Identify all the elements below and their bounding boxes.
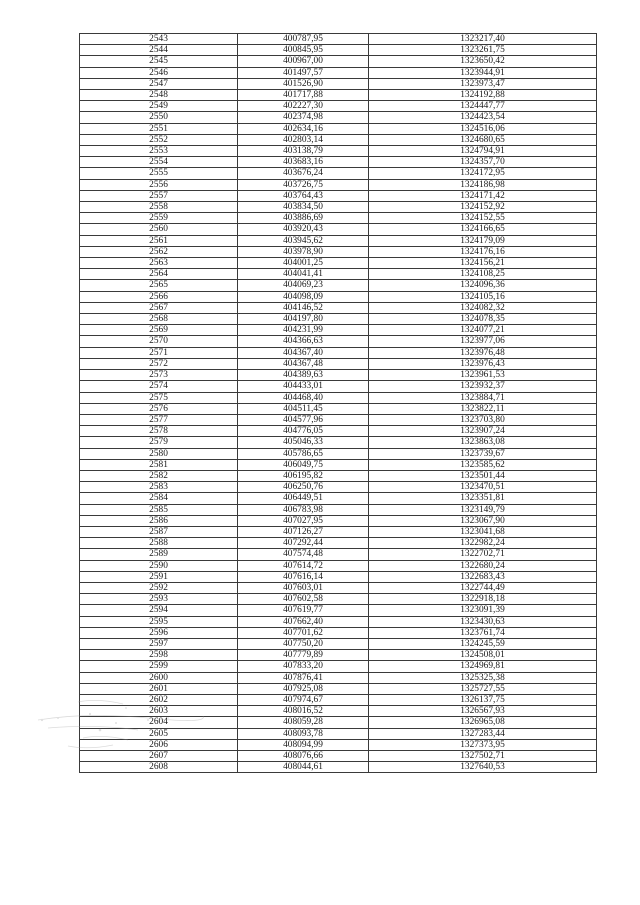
y-coordinate-cell: 1324152,55: [369, 213, 597, 224]
y-coordinate-cell: 1324192,88: [369, 90, 597, 101]
table-row: [80, 314, 597, 325]
point-number-cell: 2584: [80, 493, 238, 504]
x-coordinate-cell: 403834,50: [238, 202, 369, 213]
x-coordinate-cell: 400845,95: [238, 45, 369, 56]
y-coordinate-cell: 1324156,21: [369, 258, 597, 269]
y-coordinate-cell: 1323217,40: [369, 34, 597, 45]
point-number-cell: 2556: [80, 179, 238, 190]
table-row: [80, 112, 597, 123]
table-row: [80, 482, 597, 493]
x-coordinate-cell: 404366,63: [238, 336, 369, 347]
y-coordinate-cell: 1324166,65: [369, 224, 597, 235]
table-row: [80, 347, 597, 358]
point-number-cell: 2583: [80, 482, 238, 493]
point-number-cell: 2545: [80, 56, 238, 67]
y-coordinate-cell: 1324186,98: [369, 179, 597, 190]
y-coordinate-cell: 1324105,16: [369, 291, 597, 302]
point-number-cell: 2595: [80, 616, 238, 627]
y-coordinate-cell: 1324179,09: [369, 235, 597, 246]
point-number-cell: 2582: [80, 470, 238, 481]
x-coordinate-cell: 408094,99: [238, 739, 369, 750]
faded-stamp-icon: [28, 690, 208, 760]
table-row: [80, 134, 597, 145]
table-row: [80, 190, 597, 201]
table-row: [80, 146, 597, 157]
point-number-cell: 2587: [80, 526, 238, 537]
y-coordinate-cell: 1323430,63: [369, 616, 597, 627]
table-row: [80, 45, 597, 56]
x-coordinate-cell: 408044,61: [238, 762, 369, 773]
x-coordinate-cell: 403978,90: [238, 246, 369, 257]
x-coordinate-cell: 407833,20: [238, 661, 369, 672]
point-number-cell: 2599: [80, 661, 238, 672]
x-coordinate-cell: 407574,48: [238, 549, 369, 560]
table-row: [80, 370, 597, 381]
table-row: [80, 638, 597, 649]
x-coordinate-cell: 403676,24: [238, 168, 369, 179]
point-number-cell: 2569: [80, 325, 238, 336]
table-row: [80, 235, 597, 246]
point-number-cell: 2544: [80, 45, 238, 56]
table-row: [80, 157, 597, 168]
x-coordinate-cell: 407126,27: [238, 526, 369, 537]
x-coordinate-cell: 403945,62: [238, 235, 369, 246]
point-number-cell: 2589: [80, 549, 238, 560]
y-coordinate-cell: 1323041,68: [369, 526, 597, 537]
table-row: [80, 594, 597, 605]
y-coordinate-cell: 1323470,51: [369, 482, 597, 493]
x-coordinate-cell: 407701,62: [238, 627, 369, 638]
y-coordinate-cell: 1324171,42: [369, 190, 597, 201]
y-coordinate-cell: 1323822,11: [369, 403, 597, 414]
x-coordinate-cell: 403764,43: [238, 190, 369, 201]
y-coordinate-cell: 1325325,38: [369, 672, 597, 683]
point-number-cell: 2551: [80, 123, 238, 134]
table-row: [80, 437, 597, 448]
y-coordinate-cell: 1323091,39: [369, 605, 597, 616]
x-coordinate-cell: 407779,89: [238, 650, 369, 661]
point-number-cell: 2563: [80, 258, 238, 269]
point-number-cell: 2557: [80, 190, 238, 201]
y-coordinate-cell: 1324082,32: [369, 302, 597, 313]
y-coordinate-cell: 1324077,21: [369, 325, 597, 336]
point-number-cell: 2601: [80, 683, 238, 694]
x-coordinate-cell: 407619,77: [238, 605, 369, 616]
point-number-cell: 2546: [80, 67, 238, 78]
y-coordinate-cell: 1323961,53: [369, 370, 597, 381]
point-number-cell: 2577: [80, 414, 238, 425]
table-row: [80, 538, 597, 549]
point-number-cell: 2576: [80, 403, 238, 414]
table-row: [80, 426, 597, 437]
point-number-cell: 2586: [80, 515, 238, 526]
y-coordinate-cell: 1323351,81: [369, 493, 597, 504]
x-coordinate-cell: 407602,58: [238, 594, 369, 605]
x-coordinate-cell: 406195,82: [238, 470, 369, 481]
x-coordinate-cell: 404197,80: [238, 314, 369, 325]
y-coordinate-cell: 1323973,47: [369, 78, 597, 89]
x-coordinate-cell: 407750,20: [238, 638, 369, 649]
x-coordinate-cell: 404367,40: [238, 347, 369, 358]
table-row: [80, 336, 597, 347]
table-row: [80, 224, 597, 235]
x-coordinate-cell: 401526,90: [238, 78, 369, 89]
point-number-cell: 2548: [80, 90, 238, 101]
y-coordinate-cell: 1323932,37: [369, 381, 597, 392]
y-coordinate-cell: 1322744,49: [369, 582, 597, 593]
y-coordinate-cell: 1324152,92: [369, 202, 597, 213]
x-coordinate-cell: 403683,16: [238, 157, 369, 168]
x-coordinate-cell: 407876,41: [238, 672, 369, 683]
x-coordinate-cell: 405786,65: [238, 448, 369, 459]
table-row: [80, 269, 597, 280]
table-row: [80, 381, 597, 392]
point-number-cell: 2574: [80, 381, 238, 392]
point-number-cell: 2568: [80, 314, 238, 325]
x-coordinate-cell: 400967,00: [238, 56, 369, 67]
point-number-cell: 2552: [80, 134, 238, 145]
table-row: [80, 123, 597, 134]
table-row: [80, 213, 597, 224]
x-coordinate-cell: 407616,14: [238, 571, 369, 582]
y-coordinate-cell: 1322702,71: [369, 549, 597, 560]
x-coordinate-cell: 406449,51: [238, 493, 369, 504]
x-coordinate-cell: 402374,98: [238, 112, 369, 123]
y-coordinate-cell: 1327283,44: [369, 728, 597, 739]
point-number-cell: 2564: [80, 269, 238, 280]
table-row: [80, 56, 597, 67]
point-number-cell: 2607: [80, 751, 238, 762]
y-coordinate-cell: 1322982,24: [369, 538, 597, 549]
y-coordinate-cell: 1322683,43: [369, 571, 597, 582]
x-coordinate-cell: 404367,48: [238, 358, 369, 369]
y-coordinate-cell: 1323650,42: [369, 56, 597, 67]
table-row: [80, 762, 597, 773]
point-number-cell: 2567: [80, 302, 238, 313]
table-row: [80, 459, 597, 470]
y-coordinate-cell: 1324794,91: [369, 146, 597, 157]
point-number-cell: 2570: [80, 336, 238, 347]
y-coordinate-cell: 1323761,74: [369, 627, 597, 638]
x-coordinate-cell: 406783,98: [238, 504, 369, 515]
x-coordinate-cell: 406250,76: [238, 482, 369, 493]
table-row: [80, 448, 597, 459]
table-row: [80, 67, 597, 78]
point-number-cell: 2598: [80, 650, 238, 661]
x-coordinate-cell: 407925,08: [238, 683, 369, 694]
table-row: [80, 280, 597, 291]
x-coordinate-cell: 402634,16: [238, 123, 369, 134]
y-coordinate-cell: 1323149,79: [369, 504, 597, 515]
x-coordinate-cell: 408076,66: [238, 751, 369, 762]
point-number-cell: 2558: [80, 202, 238, 213]
table-row: [80, 493, 597, 504]
y-coordinate-cell: 1323261,75: [369, 45, 597, 56]
table-row: [80, 414, 597, 425]
point-number-cell: 2604: [80, 717, 238, 728]
point-number-cell: 2550: [80, 112, 238, 123]
table-row: [80, 302, 597, 313]
y-coordinate-cell: 1323944,91: [369, 67, 597, 78]
point-number-cell: 2585: [80, 504, 238, 515]
x-coordinate-cell: 402803,14: [238, 134, 369, 145]
point-number-cell: 2571: [80, 347, 238, 358]
table-row: [80, 78, 597, 89]
x-coordinate-cell: 401497,57: [238, 67, 369, 78]
table-row: [80, 560, 597, 571]
x-coordinate-cell: 404577,96: [238, 414, 369, 425]
y-coordinate-cell: 1322918,18: [369, 594, 597, 605]
point-number-cell: 2554: [80, 157, 238, 168]
y-coordinate-cell: 1323976,43: [369, 358, 597, 369]
x-coordinate-cell: 404231,99: [238, 325, 369, 336]
x-coordinate-cell: 403138,79: [238, 146, 369, 157]
table-row: [80, 358, 597, 369]
point-number-cell: 2603: [80, 706, 238, 717]
table-row: [80, 582, 597, 593]
y-coordinate-cell: 1324357,70: [369, 157, 597, 168]
y-coordinate-cell: 1324680,65: [369, 134, 597, 145]
point-number-cell: 2590: [80, 560, 238, 571]
y-coordinate-cell: 1324078,35: [369, 314, 597, 325]
point-number-cell: 2572: [80, 358, 238, 369]
table-row: [80, 246, 597, 257]
point-number-cell: 2573: [80, 370, 238, 381]
y-coordinate-cell: 1326965,08: [369, 717, 597, 728]
y-coordinate-cell: 1324096,36: [369, 280, 597, 291]
table-row: [80, 661, 597, 672]
point-number-cell: 2592: [80, 582, 238, 593]
x-coordinate-cell: 404389,63: [238, 370, 369, 381]
point-number-cell: 2549: [80, 101, 238, 112]
y-coordinate-cell: 1323501,44: [369, 470, 597, 481]
y-coordinate-cell: 1327373,95: [369, 739, 597, 750]
table-row: [80, 403, 597, 414]
point-number-cell: 2606: [80, 739, 238, 750]
x-coordinate-cell: 408093,78: [238, 728, 369, 739]
y-coordinate-cell: 1326137,75: [369, 694, 597, 705]
point-number-cell: 2605: [80, 728, 238, 739]
x-coordinate-cell: 407614,72: [238, 560, 369, 571]
y-coordinate-cell: 1324108,25: [369, 269, 597, 280]
point-number-cell: 2597: [80, 638, 238, 649]
y-coordinate-cell: 1322680,24: [369, 560, 597, 571]
point-number-cell: 2578: [80, 426, 238, 437]
table-row: [80, 616, 597, 627]
point-number-cell: 2581: [80, 459, 238, 470]
point-number-cell: 2588: [80, 538, 238, 549]
y-coordinate-cell: 1326567,93: [369, 706, 597, 717]
point-number-cell: 2596: [80, 627, 238, 638]
y-coordinate-cell: 1324423,54: [369, 112, 597, 123]
table-row: [80, 515, 597, 526]
y-coordinate-cell: 1324516,06: [369, 123, 597, 134]
x-coordinate-cell: 404776,05: [238, 426, 369, 437]
x-coordinate-cell: 402227,30: [238, 101, 369, 112]
table-row: [80, 504, 597, 515]
table-row: [80, 168, 597, 179]
y-coordinate-cell: 1323739,67: [369, 448, 597, 459]
table-row: [80, 90, 597, 101]
y-coordinate-cell: 1324447,77: [369, 101, 597, 112]
x-coordinate-cell: 404146,52: [238, 302, 369, 313]
x-coordinate-cell: 400787,95: [238, 34, 369, 45]
x-coordinate-cell: 404041,41: [238, 269, 369, 280]
point-number-cell: 2560: [80, 224, 238, 235]
x-coordinate-cell: 408016,52: [238, 706, 369, 717]
y-coordinate-cell: 1323884,71: [369, 392, 597, 403]
y-coordinate-cell: 1324508,01: [369, 650, 597, 661]
point-number-cell: 2579: [80, 437, 238, 448]
table-row: [80, 179, 597, 190]
coordinates-table: [79, 33, 597, 773]
x-coordinate-cell: 407603,01: [238, 582, 369, 593]
point-number-cell: 2543: [80, 34, 238, 45]
table-row: [80, 325, 597, 336]
y-coordinate-cell: 1327640,53: [369, 762, 597, 773]
x-coordinate-cell: 406049,75: [238, 459, 369, 470]
y-coordinate-cell: 1324176,16: [369, 246, 597, 257]
point-number-cell: 2547: [80, 78, 238, 89]
table-row: [80, 605, 597, 616]
x-coordinate-cell: 404433,01: [238, 381, 369, 392]
point-number-cell: 2566: [80, 291, 238, 302]
y-coordinate-cell: 1325727,55: [369, 683, 597, 694]
point-number-cell: 2580: [80, 448, 238, 459]
point-number-cell: 2553: [80, 146, 238, 157]
x-coordinate-cell: 407027,95: [238, 515, 369, 526]
y-coordinate-cell: 1323863,08: [369, 437, 597, 448]
point-number-cell: 2559: [80, 213, 238, 224]
x-coordinate-cell: 407662,40: [238, 616, 369, 627]
table-row: [80, 650, 597, 661]
y-coordinate-cell: 1324969,81: [369, 661, 597, 672]
point-number-cell: 2593: [80, 594, 238, 605]
x-coordinate-cell: 403726,75: [238, 179, 369, 190]
point-number-cell: 2608: [80, 762, 238, 773]
table-row: [80, 258, 597, 269]
y-coordinate-cell: 1323976,48: [369, 347, 597, 358]
x-coordinate-cell: 401717,88: [238, 90, 369, 101]
x-coordinate-cell: 403920,43: [238, 224, 369, 235]
table-row: [80, 549, 597, 560]
table-row: [80, 34, 597, 45]
point-number-cell: 2561: [80, 235, 238, 246]
x-coordinate-cell: 404468,40: [238, 392, 369, 403]
point-number-cell: 2602: [80, 694, 238, 705]
table-row: [80, 291, 597, 302]
table-row: [80, 526, 597, 537]
table-row: [80, 101, 597, 112]
point-number-cell: 2594: [80, 605, 238, 616]
table-row: [80, 672, 597, 683]
table-row: [80, 392, 597, 403]
point-number-cell: 2562: [80, 246, 238, 257]
y-coordinate-cell: 1324245,59: [369, 638, 597, 649]
y-coordinate-cell: 1324172,95: [369, 168, 597, 179]
y-coordinate-cell: 1327502,71: [369, 751, 597, 762]
coordinates-table-body: [80, 34, 597, 773]
y-coordinate-cell: 1323067,90: [369, 515, 597, 526]
x-coordinate-cell: 407292,44: [238, 538, 369, 549]
point-number-cell: 2600: [80, 672, 238, 683]
y-coordinate-cell: 1323585,62: [369, 459, 597, 470]
x-coordinate-cell: 408059,28: [238, 717, 369, 728]
point-number-cell: 2591: [80, 571, 238, 582]
y-coordinate-cell: 1323703,80: [369, 414, 597, 425]
x-coordinate-cell: 404511,45: [238, 403, 369, 414]
y-coordinate-cell: 1323977,06: [369, 336, 597, 347]
table-row: [80, 470, 597, 481]
point-number-cell: 2575: [80, 392, 238, 403]
x-coordinate-cell: 403886,69: [238, 213, 369, 224]
table-row: [80, 571, 597, 582]
x-coordinate-cell: 404001,25: [238, 258, 369, 269]
x-coordinate-cell: 404069,23: [238, 280, 369, 291]
table-row: [80, 627, 597, 638]
table-row: [80, 202, 597, 213]
x-coordinate-cell: 404098,09: [238, 291, 369, 302]
point-number-cell: 2555: [80, 168, 238, 179]
x-coordinate-cell: 407974,67: [238, 694, 369, 705]
point-number-cell: 2565: [80, 280, 238, 291]
y-coordinate-cell: 1323907,24: [369, 426, 597, 437]
x-coordinate-cell: 405046,33: [238, 437, 369, 448]
